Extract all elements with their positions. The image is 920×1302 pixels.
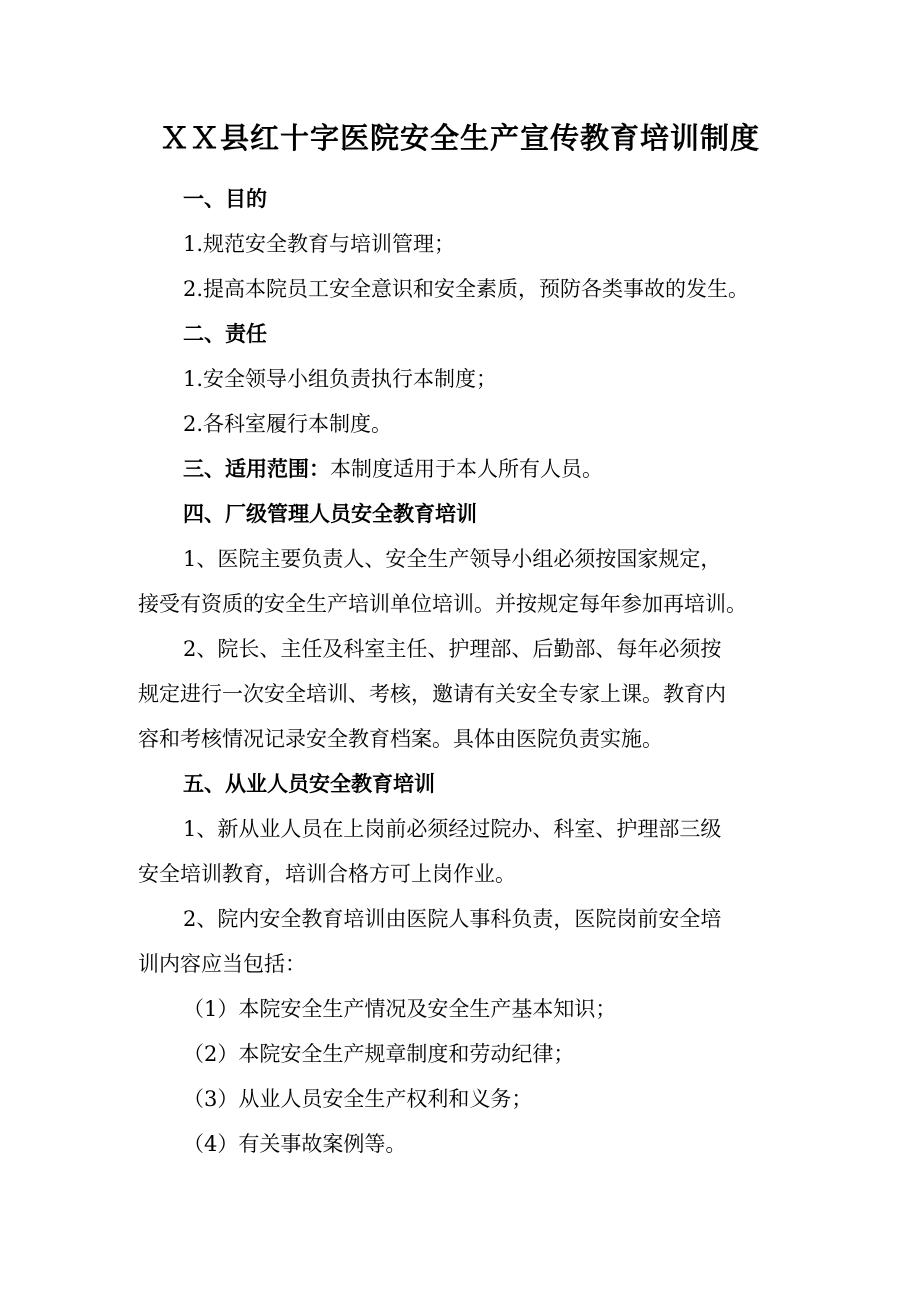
staff-p2-line-1: 2、院内安全教育培训由医院人事科负责，医院岗前安全培 — [183, 907, 722, 931]
section-heading-staff-training: 五、从业人员安全教育培训 — [183, 771, 435, 796]
staff-p1-line-2: 安全培训教育，培训合格方可上岗作业。 — [138, 862, 516, 886]
responsibility-item-1: 1.安全领导小组负责执行本制度； — [183, 367, 498, 391]
management-p2-line-3: 容和考核情况记录安全教育档案。具体由医院负责实施。 — [138, 727, 663, 751]
training-content-item: （1）本院安全生产情况及安全生产基本知识； — [183, 997, 617, 1021]
purpose-item-2: 2.提高本院员工安全意识和安全素质，预防各类事故的发生。 — [183, 277, 750, 301]
management-p2-line-1: 2、院长、主任及科室主任、护理部、后勤部、每年必须按 — [183, 637, 722, 661]
management-p1-line-2: 接受有资质的安全生产培训单位培训。并按规定每年参加再培训。 — [138, 592, 747, 616]
management-p2-line-2: 规定进行一次安全培训、考核，邀请有关安全专家上课。教育内 — [138, 682, 726, 706]
section-heading-purpose: 一、目的 — [183, 186, 267, 211]
scope-text: 本制度适用于本人所有人员。 — [330, 457, 603, 481]
responsibility-item-2: 2.各科室履行本制度。 — [183, 412, 393, 436]
training-content-item: （3）从业人员安全生产权利和义务； — [183, 1087, 533, 1111]
staff-p2-line-2: 训内容应当包括： — [138, 952, 306, 976]
staff-p1-line-1: 1、新从业人员在上岗前必须经过院办、科室、护理部三级 — [183, 817, 722, 841]
document-title: ＸＸ县红十字医院安全生产宣传教育培训制度 — [159, 121, 760, 155]
training-content-item: （4）有关事故案例等。 — [183, 1132, 407, 1156]
training-content-item: （2）本院安全生产规章制度和劳动纪律； — [183, 1042, 575, 1066]
purpose-item-1: 1.规范安全教育与培训管理； — [183, 232, 456, 256]
section-heading-responsibility: 二、责任 — [183, 321, 267, 346]
scope-line — [183, 454, 603, 484]
management-p1-line-1: 1、医院主要负责人、安全生产领导小组必须按国家规定， — [183, 547, 722, 571]
section-heading-management-training: 四、厂级管理人员安全教育培训 — [183, 501, 477, 526]
section-heading-scope: 三、适用范围： — [183, 456, 330, 481]
